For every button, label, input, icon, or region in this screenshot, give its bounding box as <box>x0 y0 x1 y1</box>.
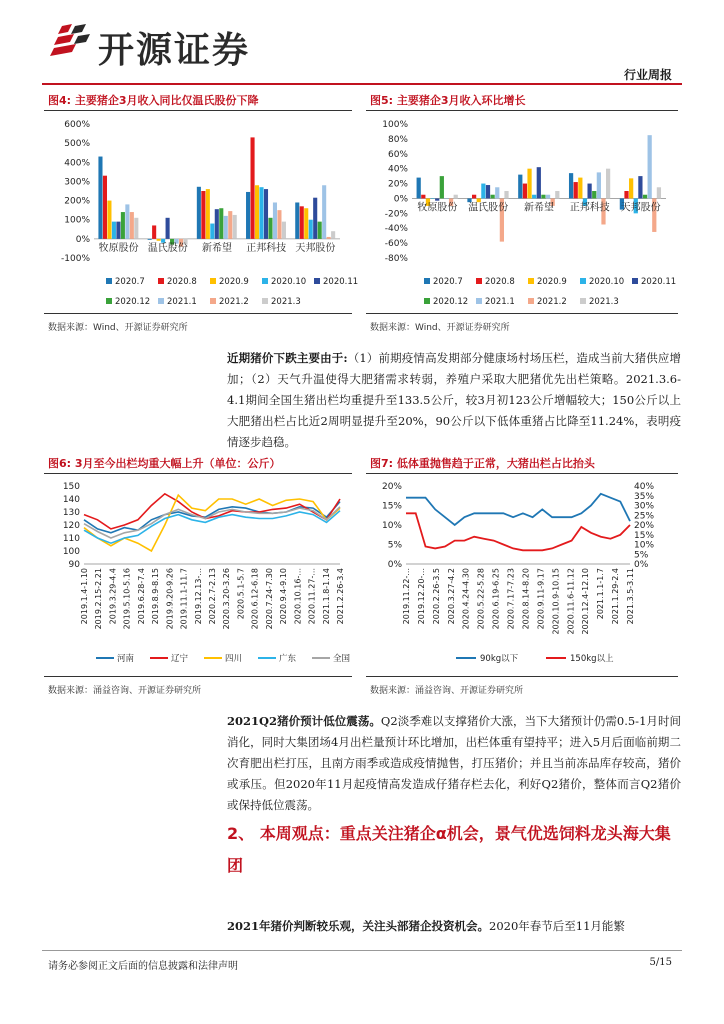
x-tick-label: 2019.12.20-... <box>416 568 426 625</box>
x-tick-label: 2020.11.27-... <box>307 568 317 625</box>
x-tick-label: 2020.4.24-4.30 <box>461 568 471 630</box>
x-tick-label: 2019.1.4-1.10 <box>80 568 89 625</box>
series-line <box>84 495 340 551</box>
legend-label: 2021.1 <box>485 297 515 307</box>
fig6-chart <box>44 478 352 670</box>
x-tick-label: 2021.2.26-3.4 <box>336 568 345 625</box>
legend-label: 2021.2 <box>219 297 249 307</box>
y-tick-label: 0% <box>75 234 90 245</box>
bar <box>148 239 152 240</box>
paragraph-investment <box>227 916 681 938</box>
legend-label: 2020.12 <box>433 297 469 307</box>
bar <box>277 210 281 239</box>
legend-label: 2020.11 <box>641 277 677 287</box>
x-tick-label: 2020.6.12-6.18 <box>250 568 260 630</box>
legend-label: 2021.3 <box>589 297 619 307</box>
paragraph-price-decline <box>227 348 681 453</box>
x-tick-label: 2020.8.14-8.20 <box>521 568 531 630</box>
bar <box>624 191 628 198</box>
bar <box>430 198 434 199</box>
bar <box>491 195 495 199</box>
logo-text: 开源证券 <box>98 30 251 71</box>
bar <box>219 208 223 239</box>
y-tick-label: 120 <box>62 521 80 531</box>
y-tick-label-left: 0% <box>387 560 402 570</box>
category-label: 正邦科技 <box>246 242 287 254</box>
bar <box>527 169 531 199</box>
bar <box>592 191 596 198</box>
y-tick-label: 100 <box>62 547 80 557</box>
bar <box>259 187 263 239</box>
x-tick-label: 2019.2.15-2.21 <box>94 568 104 630</box>
bar <box>454 195 458 199</box>
legend-label: 2021.3 <box>271 297 301 307</box>
legend-swatch <box>158 298 164 304</box>
y-tick-label: 130 <box>62 508 80 518</box>
paragraph-q2-outlook-body: Q2淡季难以支撑猪价大涨，当下大猪预计仍需0.5-1月时间消化，同时大集团场4月出栏量预计环比增加，出栏体重有望持平；进入5月后面临前期二次育肥出栏打压，且南方雨季或造成疫情抛售，打压猪价；并且当前冻品库存较高，猪价或承压。但2020年11月起疫情高发造成仔猪存栏去化，利好Q2猪价，整体而言Q2猪价或保持低位震荡。 <box>227 714 681 812</box>
legend-swatch <box>210 278 216 284</box>
y-tick-label: -40% <box>384 224 408 235</box>
legend-label: 四川 <box>225 654 243 664</box>
bar <box>309 220 313 239</box>
x-tick-label: 2020.6.19-6.25 <box>491 568 501 630</box>
bar <box>157 239 161 241</box>
bar <box>295 202 299 238</box>
x-tick-label: 2020.10.9-10.15 <box>551 568 561 635</box>
legend-swatch <box>314 278 320 284</box>
y-tick-label-left: 15% <box>381 501 402 512</box>
legend-label: 辽宁 <box>171 654 189 664</box>
legend-label: 2020.10 <box>271 277 307 287</box>
bar <box>112 222 116 239</box>
bar <box>587 184 591 199</box>
bar <box>327 237 331 239</box>
legend-label: 2020.9 <box>537 277 567 287</box>
legend-label: 2020.10 <box>589 277 625 287</box>
bar <box>125 204 129 238</box>
y-tick-label: 500% <box>64 139 90 150</box>
bar <box>648 135 652 198</box>
legend-swatch <box>262 298 268 304</box>
x-tick-label: 2020.2.7-2.13 <box>208 568 217 625</box>
fig5-title: 图5: 主要猪企3月收入环比增长 <box>370 94 526 107</box>
fig6-source: 数据来源：涌益咨询、开源证券研究所 <box>48 686 202 696</box>
bar <box>130 212 134 239</box>
y-tick-label: 600% <box>64 120 90 130</box>
y-tick-label: 300% <box>64 177 90 188</box>
bar <box>264 189 268 239</box>
bar <box>224 216 228 239</box>
bar <box>121 212 125 239</box>
fig4-title: 图4: 主要猪企3月收入同比仅温氏股份下降 <box>48 94 259 107</box>
bar <box>268 218 272 239</box>
bar <box>606 169 610 199</box>
bar <box>210 224 214 239</box>
category-label: 天邦股份 <box>620 202 661 214</box>
bar <box>578 178 582 199</box>
fig4-bottom-rule <box>44 313 352 314</box>
legend-swatch <box>580 298 586 304</box>
y-tick-label: 40% <box>387 164 408 175</box>
bar <box>313 198 317 239</box>
series-line <box>84 507 340 538</box>
paragraph-investment-lead: 2021年猪价判断较乐观，关注头部猪企投资机会。 <box>227 919 490 933</box>
bar <box>107 201 111 239</box>
bar <box>541 195 545 199</box>
footer-disclaimer: 请务必参阅正文后面的信息披露和法律声明 <box>48 961 238 972</box>
bar <box>134 218 138 239</box>
bar <box>246 192 250 239</box>
bar <box>421 195 425 199</box>
x-tick-label: 2020.3.20-3.26 <box>222 568 232 630</box>
bar <box>523 184 527 199</box>
y-tick-label-right: 5% <box>634 550 649 561</box>
bar <box>206 189 210 239</box>
x-tick-label: 2019.9.20-9.26 <box>165 568 175 630</box>
fig7-bottom-rule <box>366 676 678 677</box>
category-label: 天邦股份 <box>295 242 336 254</box>
y-tick-label: 110 <box>62 534 80 544</box>
footer-divider <box>42 950 682 951</box>
paragraph-q2-outlook <box>227 711 681 816</box>
bar <box>597 172 601 198</box>
bar <box>197 187 201 239</box>
y-tick-label: 0% <box>393 194 408 205</box>
x-tick-label: 2019.11.1-11.7 <box>179 568 189 630</box>
bar <box>495 187 499 198</box>
x-tick-label: 2020.9.11-9.17 <box>536 568 546 630</box>
header-divider <box>42 83 682 85</box>
bar <box>481 184 485 199</box>
y-tick-label: 60% <box>387 149 408 160</box>
bar <box>569 173 573 198</box>
bar <box>233 215 237 239</box>
fig4-chart <box>44 114 359 310</box>
x-tick-label: 2019.6.28-7.4 <box>136 568 146 625</box>
fig7-top-rule <box>366 473 678 474</box>
y-tick-label-right: 35% <box>634 491 655 502</box>
bar <box>574 182 578 198</box>
legend-label: 广东 <box>279 654 297 664</box>
x-tick-label: 2020.11.6-11.12 <box>566 568 576 635</box>
y-tick-label-right: 20% <box>634 521 655 531</box>
legend-label: 河南 <box>117 654 135 664</box>
bar <box>166 218 170 239</box>
legend-label: 2021.1 <box>167 297 197 307</box>
x-tick-label: 2020.9.4-9.10 <box>279 568 289 625</box>
bar <box>440 176 444 198</box>
x-tick-label: 2020.7.24-7.30 <box>264 568 274 630</box>
company-logo <box>48 20 278 71</box>
paragraph-q2-outlook-lead: 2021Q2猪价预计低位震荡。 <box>227 714 381 728</box>
legend-label: 2020.7 <box>433 277 463 287</box>
x-tick-label: 2020.2.26-3.5 <box>431 568 441 625</box>
y-tick-label: 20% <box>387 179 408 190</box>
x-tick-label: 2021.1.1-1.7 <box>596 568 606 620</box>
bar <box>486 185 490 198</box>
bar <box>435 198 439 200</box>
bar <box>638 176 642 198</box>
legend-swatch <box>528 278 534 284</box>
y-tick-label: -20% <box>384 209 408 220</box>
bar <box>322 185 326 239</box>
legend-swatch <box>528 298 534 304</box>
x-tick-label: 2019.12.13-... <box>193 568 203 625</box>
fig4-top-rule <box>44 110 352 111</box>
legend-label: 2020.11 <box>323 277 359 287</box>
fig5-chart <box>366 114 678 310</box>
y-tick-label: 100% <box>382 120 408 130</box>
paragraph-price-decline-body: （1）前期疫情高发期部分健康场村场压栏，造成当前大猪供应增加；（2）天气升温使得大肥猪需求转弱，养殖户采取大肥猪优先出栏策略。2021.3.6-4.1期间全国生猪出栏均重提升至133.5公斤，较3月初123公斤增幅较大；150公斤以上大肥猪出栏占比近2周明显提升至20%，90公斤以下低体重猪占比降至11.24%，表明疫情逐步趋稳。 <box>227 351 681 449</box>
paragraph-investment-body: 2020年春节后至11月能繁 <box>489 919 625 933</box>
fig6-title: 图6: 3月至今出栏均重大幅上升（单位：公斤） <box>48 457 281 470</box>
y-tick-label-right: 30% <box>634 501 655 512</box>
category-label: 新希望 <box>524 202 554 214</box>
x-tick-label: 2020.10.16-... <box>293 568 303 625</box>
x-tick-label: 2021.3.5-3.11 <box>626 568 635 625</box>
bar <box>444 198 448 199</box>
bar <box>251 137 255 238</box>
y-tick-label-right: 15% <box>634 530 655 541</box>
y-tick-label: 80% <box>387 134 408 145</box>
bar <box>518 175 522 199</box>
legend-label: 2020.8 <box>485 277 515 287</box>
bar <box>215 209 219 239</box>
x-tick-label: 2020.7.17-7.23 <box>506 568 516 630</box>
series-line <box>406 513 630 550</box>
bar <box>537 167 541 198</box>
y-tick-label: -80% <box>384 254 408 264</box>
y-tick-label-left: 20% <box>381 482 402 492</box>
legend-swatch <box>424 278 430 284</box>
legend-label: 2020.9 <box>219 277 249 287</box>
bar <box>300 206 304 239</box>
x-tick-label: 2021.1.29-2.4 <box>611 568 621 625</box>
y-tick-label: 90 <box>68 560 80 570</box>
fig5-source: 数据来源：Wind、开源证券研究所 <box>370 323 510 333</box>
bar <box>304 208 308 239</box>
x-tick-label: 2021.1.8-1.14 <box>321 568 331 625</box>
bar <box>228 211 232 239</box>
x-tick-label: 2020.3.27-4.2 <box>446 568 456 625</box>
y-tick-label: -60% <box>384 239 408 250</box>
y-tick-label: 100% <box>64 215 90 226</box>
bar <box>657 187 661 198</box>
x-tick-label: 2020.5.22-5.28 <box>476 568 486 630</box>
legend-swatch <box>106 298 112 304</box>
legend-swatch <box>158 278 164 284</box>
x-tick-label: 2020.12.4-12.10 <box>581 568 591 635</box>
x-tick-label: 2019.11.22-... <box>402 568 411 625</box>
legend-swatch <box>262 278 268 284</box>
x-tick-label: 2020.5.1-5.7 <box>236 568 246 620</box>
category-label: 温氏股份 <box>468 202 509 214</box>
bar <box>532 195 536 199</box>
y-tick-label-right: 25% <box>634 511 655 522</box>
bar <box>629 178 633 198</box>
y-tick-label-right: 40% <box>634 482 655 492</box>
y-tick-label-left: 5% <box>387 540 402 551</box>
y-tick-label-left: 10% <box>381 521 402 531</box>
category-label: 牧原股份 <box>417 202 458 214</box>
page-number: 5/15 <box>649 957 672 968</box>
legend-label: 全国 <box>333 654 351 664</box>
logo-mark-icon <box>48 20 94 66</box>
bar <box>103 176 107 239</box>
bar <box>331 231 335 239</box>
y-tick-label: 400% <box>64 158 90 169</box>
category-label: 正邦科技 <box>569 202 610 214</box>
x-tick-label: 2019.3.29-4.4 <box>108 568 118 625</box>
bar <box>282 222 286 239</box>
bar <box>417 178 421 199</box>
legend-swatch <box>580 278 586 284</box>
bar <box>201 191 205 239</box>
y-tick-label-right: 10% <box>634 540 655 551</box>
bar <box>504 191 508 198</box>
bar <box>116 222 120 239</box>
section-2-heading: 2、 本周观点：重点关注猪企α机会，景气优选饲料龙头海大集团 <box>227 824 671 875</box>
fig5-top-rule <box>366 110 678 111</box>
bar <box>255 185 259 239</box>
y-tick-label-right: 0% <box>634 560 649 570</box>
category-label: 新希望 <box>202 242 232 254</box>
fig7-source: 数据来源：涌益咨询、开源证券研究所 <box>370 686 524 696</box>
category-label: 温氏股份 <box>147 242 188 254</box>
bar <box>555 191 559 198</box>
legend-label: 2020.8 <box>167 277 197 287</box>
x-tick-label: 2019.5.10-5.16 <box>122 568 132 630</box>
fig6-top-rule <box>44 473 352 474</box>
bar <box>152 225 156 238</box>
legend-swatch <box>476 278 482 284</box>
fig6-bottom-rule <box>44 676 352 677</box>
category-label: 牧原股份 <box>98 242 139 254</box>
bar <box>273 202 277 238</box>
legend-label: 2020.12 <box>115 297 151 307</box>
y-tick-label: 150 <box>62 482 80 492</box>
report-type: 行业周报 <box>623 68 672 82</box>
bar <box>98 157 102 239</box>
legend-swatch <box>632 278 638 284</box>
legend-label: 90kg以下 <box>480 654 519 664</box>
fig7-chart <box>366 478 678 670</box>
legend-swatch <box>476 298 482 304</box>
fig7-title: 图7: 低体重抛售趋于正常，大猪出栏占比抬头 <box>370 457 595 470</box>
bar <box>472 195 476 199</box>
fig5-bottom-rule <box>366 313 678 314</box>
legend-label: 2021.2 <box>537 297 567 307</box>
legend-label: 2020.7 <box>115 277 145 287</box>
paragraph-price-decline-lead: 近期猪价下跌主要由于: <box>227 351 348 365</box>
series-line <box>406 494 630 525</box>
legend-swatch <box>106 278 112 284</box>
bar <box>546 195 550 199</box>
x-tick-label: 2019.8.9-8.15 <box>151 568 161 625</box>
fig4-source: 数据来源：Wind、开源证券研究所 <box>48 323 188 333</box>
bar <box>643 195 647 199</box>
legend-label: 150kg以上 <box>570 654 614 664</box>
bar <box>318 222 322 239</box>
y-tick-label: -100% <box>61 254 90 264</box>
legend-swatch <box>210 298 216 304</box>
y-tick-label: 140 <box>62 495 80 505</box>
legend-swatch <box>424 298 430 304</box>
y-tick-label: 200% <box>64 196 90 207</box>
